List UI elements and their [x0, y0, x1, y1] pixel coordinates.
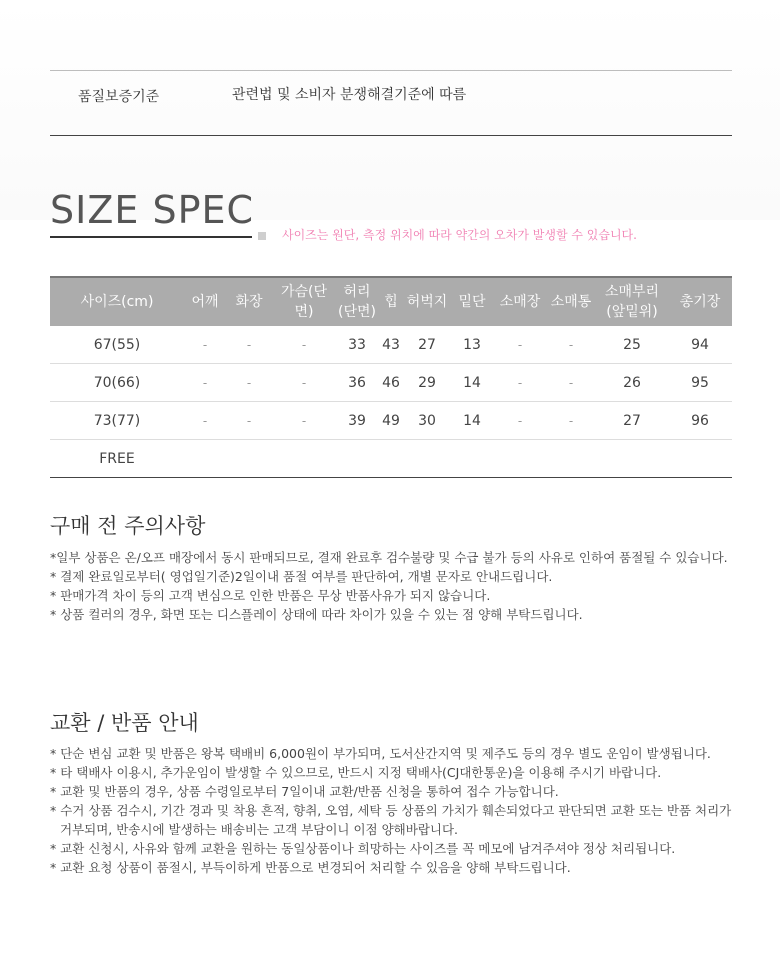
column-header: 소매장: [494, 277, 546, 326]
table-cell: 46: [378, 364, 404, 402]
table-cell: -: [494, 326, 546, 364]
table-cell: -: [546, 402, 596, 440]
table-cell: [404, 440, 450, 478]
table-row: [50, 364, 732, 402]
table-cell: -: [272, 326, 336, 364]
title-underline: [50, 236, 252, 238]
column-header: 소매통: [546, 277, 596, 326]
purchase-notice-title: 구매 전 주의사항: [50, 514, 206, 538]
exchange-notice-title: 교환 / 반품 안내: [50, 711, 199, 735]
table-cell: 36: [336, 364, 378, 402]
quality-standard-row: [50, 70, 732, 136]
table-cell: -: [494, 402, 546, 440]
table-row: [50, 402, 732, 440]
table-cell: -: [272, 402, 336, 440]
size-spec-header-row: [50, 277, 732, 326]
quality-standard-value: 관련법 및 소비자 분쟁해결기준에 따름: [232, 87, 467, 103]
table-row: [50, 440, 732, 478]
size-spec-body: [50, 326, 732, 478]
size-spec-title: SIZE SPEC: [50, 188, 255, 232]
column-header: 가슴(단면): [272, 277, 336, 326]
notice-item: * 결제 완료일로부터( 영업일기준)2일이내 품절 여부를 판단하여, 개별 문자로 안내드립니다.: [50, 569, 553, 584]
table-cell: -: [184, 364, 226, 402]
table-cell: -: [226, 364, 272, 402]
table-cell: [546, 440, 596, 478]
table-cell: [272, 440, 336, 478]
table-cell: 49: [378, 402, 404, 440]
table-cell: 95: [668, 364, 732, 402]
column-header: 어깨: [184, 277, 226, 326]
notice-item: * 교환 요청 상품이 품절시, 부득이하게 반품으로 변경되어 처리할 수 있음을 양해 부탁드립니다.: [50, 860, 571, 875]
size-label-cell: 67(55): [50, 326, 184, 364]
table-cell: [184, 440, 226, 478]
table-cell: -: [494, 364, 546, 402]
table-cell: 96: [668, 402, 732, 440]
table-row: [50, 326, 732, 364]
table-cell: [494, 440, 546, 478]
table-cell: -: [226, 402, 272, 440]
exchange-notice-list: [50, 744, 731, 877]
notice-item: * 판매가격 차이 등의 고객 변심으로 인한 반품은 무상 반품사유가 되지 않습니다.: [50, 588, 491, 603]
table-cell: [226, 440, 272, 478]
size-spec-note: 사이즈는 원단, 측정 위치에 따라 약간의 오차가 발생할 수 있습니다.: [282, 228, 637, 242]
column-header: 허리 (단면): [336, 277, 378, 326]
column-header: 총기장: [668, 277, 732, 326]
table-cell: 94: [668, 326, 732, 364]
table-cell: 27: [596, 402, 668, 440]
table-cell: -: [184, 402, 226, 440]
column-header: 화장: [226, 277, 272, 326]
size-spec-table: [50, 276, 732, 478]
column-header: 밑단: [450, 277, 494, 326]
notice-item: * 상품 컬러의 경우, 화면 또는 디스플레이 상태에 따라 차이가 있을 수 있는 점 양해 부탁드립니다.: [50, 607, 583, 622]
notice-item: * 수거 상품 검수시, 기간 경과 및 착용 흔적, 향취, 오염, 세탁 등 상품의 가치가 훼손되었다고 판단되면 교환 또는 반품 처리가: [50, 803, 732, 818]
table-cell: 39: [336, 402, 378, 440]
notice-item: * 교환 및 반품의 경우, 상품 수령일로부터 7일이내 교환/반품 신청을 통하여 접수 가능합니다.: [50, 784, 559, 799]
table-cell: -: [272, 364, 336, 402]
table-cell: 27: [404, 326, 450, 364]
table-cell: -: [184, 326, 226, 364]
purchase-notice-list: [50, 548, 728, 624]
table-cell: 13: [450, 326, 494, 364]
table-cell: 29: [404, 364, 450, 402]
notice-item: *일부 상품은 온/오프 매장에서 동시 판매되므로, 결재 완료후 검수불량 및 수급 불가 등의 사유로 인하여 품절될 수 있습니다.: [50, 550, 728, 565]
table-cell: [450, 440, 494, 478]
table-cell: [596, 440, 668, 478]
note-bullet-icon: [258, 232, 266, 240]
table-cell: -: [226, 326, 272, 364]
table-cell: -: [546, 326, 596, 364]
table-cell: 43: [378, 326, 404, 364]
size-label-cell: 73(77): [50, 402, 184, 440]
column-header: 허벅지: [404, 277, 450, 326]
size-label-cell: FREE: [50, 440, 184, 478]
table-cell: 14: [450, 364, 494, 402]
size-label-cell: 70(66): [50, 364, 184, 402]
table-cell: [378, 440, 404, 478]
table-cell: 26: [596, 364, 668, 402]
column-header: 사이즈(cm): [50, 277, 184, 326]
notice-item: * 타 택배사 이용시, 추가운임이 발생할 수 있으므로, 반드시 지정 택배사(CJ대한통운)을 이용해 주시기 바랍니다.: [50, 765, 662, 780]
table-cell: [668, 440, 732, 478]
notice-item: * 단순 변심 교환 및 반품은 왕복 택배비 6,000원이 부가되며, 도서산간지역 및 제주도 등의 경우 별도 운임이 발생됩니다.: [50, 746, 711, 761]
table-cell: [336, 440, 378, 478]
notice-item: * 교환 신청시, 사유와 함께 교환을 원하는 동일상품이나 희망하는 사이즈를 꼭 메모에 남겨주셔야 정상 처리됩니다.: [50, 841, 676, 856]
notice-item: 거부되며, 반송시에 발생하는 배송비는 고객 부담이니 이점 양해바랍니다.: [60, 822, 459, 837]
table-cell: -: [546, 364, 596, 402]
table-cell: 14: [450, 402, 494, 440]
table-cell: 33: [336, 326, 378, 364]
table-cell: 25: [596, 326, 668, 364]
column-header: 소매부리 (앞밑위): [596, 277, 668, 326]
column-header: 힙: [378, 277, 404, 326]
table-cell: 30: [404, 402, 450, 440]
quality-standard-label: 품질보증기준: [78, 89, 160, 105]
